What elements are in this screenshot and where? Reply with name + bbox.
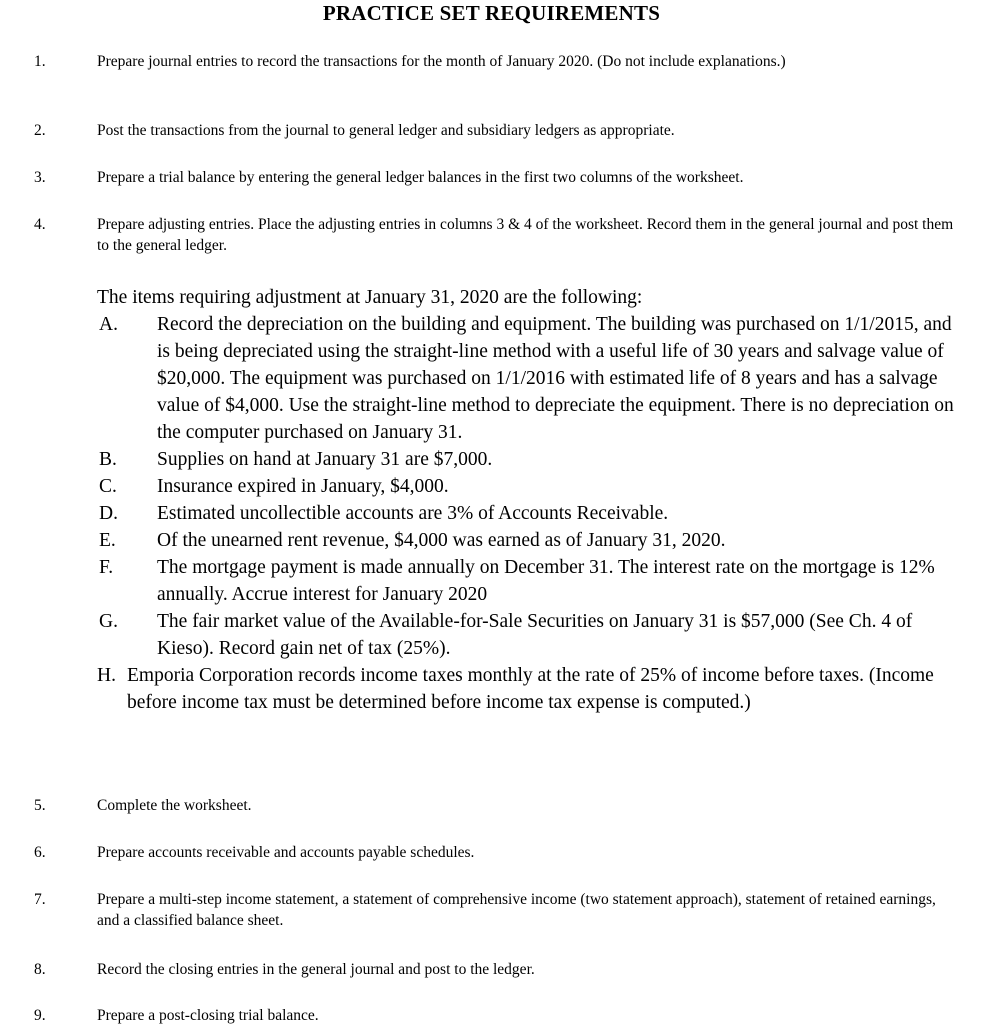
adjustment-text: Insurance expired in January, $4,000. — [157, 476, 449, 497]
adjustment-item — [97, 608, 967, 662]
requirement-text: Prepare a multi-step income statement, a statement of comprehensive income (two statement approach), statement of retained earnings, and a classified balance sheet. — [97, 891, 936, 929]
requirement-number: 3. — [34, 169, 46, 186]
adjustment-item — [97, 527, 967, 554]
requirement-number: 5. — [34, 797, 46, 814]
requirement-text: Complete the worksheet. — [97, 797, 252, 814]
adjustment-letter: B. — [99, 449, 117, 470]
requirement-number: 8. — [34, 961, 46, 978]
adjustment-letter: D. — [99, 503, 118, 524]
requirement-text: Prepare a post-closing trial balance. — [97, 1007, 319, 1024]
adjustment-item — [97, 473, 967, 500]
adjustment-letter: A. — [99, 314, 118, 335]
adjustment-text: The fair market value of the Available-for-Sale Securities on January 31 is $57,000 (See Ch. 4 of Kieso). Record gain net of tax (25%). — [157, 611, 913, 659]
adjustment-item — [97, 554, 967, 608]
requirement-number: 2. — [34, 122, 46, 139]
requirement-text: Prepare adjusting entries. Place the adjusting entries in columns 3 & 4 of the worksheet. Record them in the general journal and post them to the general ledger. — [97, 216, 954, 254]
adjustment-text: The mortgage payment is made annually on December 31. The interest rate on the mortgage is 12% annually. Accrue interest for January 2020 — [157, 557, 935, 605]
adjustment-letter: G. — [99, 611, 118, 632]
adjustment-letter: C. — [99, 476, 117, 497]
adjustment-text: Of the unearned rent revenue, $4,000 was earned as of January 31, 2020. — [157, 530, 726, 551]
requirement-text: Record the closing entries in the general journal and post to the ledger. — [97, 961, 535, 978]
requirement-text: Prepare accounts receivable and accounts payable schedules. — [97, 844, 475, 861]
adjustment-letter: F. — [99, 557, 114, 578]
requirement-number: 7. — [34, 891, 46, 908]
adjustment-letter: E. — [99, 530, 116, 551]
adjustment-list — [97, 284, 967, 716]
adjustment-item — [97, 500, 967, 527]
adjustment-intro: The items requiring adjustment at January 31, 2020 are the following: — [97, 287, 643, 308]
page-title: PRACTICE SET REQUIREMENTS — [322, 1, 661, 25]
requirement-number: 1. — [34, 53, 46, 70]
requirement-number: 9. — [34, 1007, 46, 1024]
adjustment-text: Record the depreciation on the building and equipment. The building was purchased on 1/1/2015, and is being depreciated using the straight-line method with a useful life of 30 years and salvage value of $20,000. The equipment was purchased on 1/1/2016 with estimated life of 8 years and has a salvage value of $4,000. Use the straight-line method to depreciate the equipment. There is no depreciation on the computer purchased on January 31. — [157, 314, 954, 443]
adjustment-item — [97, 311, 967, 446]
adjustment-text: Supplies on hand at January 31 are $7,000. — [157, 449, 493, 470]
adjustment-text: Estimated uncollectible accounts are 3% of Accounts Receivable. — [157, 503, 669, 524]
adjustment-text: Emporia Corporation records income taxes monthly at the rate of 25% of income before taxes. (Income before income tax must be determined before income tax expense is computed.) — [127, 665, 934, 713]
adjustment-item — [97, 662, 967, 716]
adjustment-letter: H. — [97, 665, 116, 686]
requirement-number: 4. — [34, 216, 46, 233]
adjustment-item — [97, 446, 967, 473]
requirement-text: Prepare a trial balance by entering the general ledger balances in the first two columns of the worksheet. — [97, 169, 744, 186]
requirement-text: Prepare journal entries to record the transactions for the month of January 2020. (Do not include explanations.) — [97, 53, 786, 70]
requirement-number: 6. — [34, 844, 46, 861]
requirement-text: Post the transactions from the journal to general ledger and subsidiary ledgers as appropriate. — [97, 122, 675, 139]
